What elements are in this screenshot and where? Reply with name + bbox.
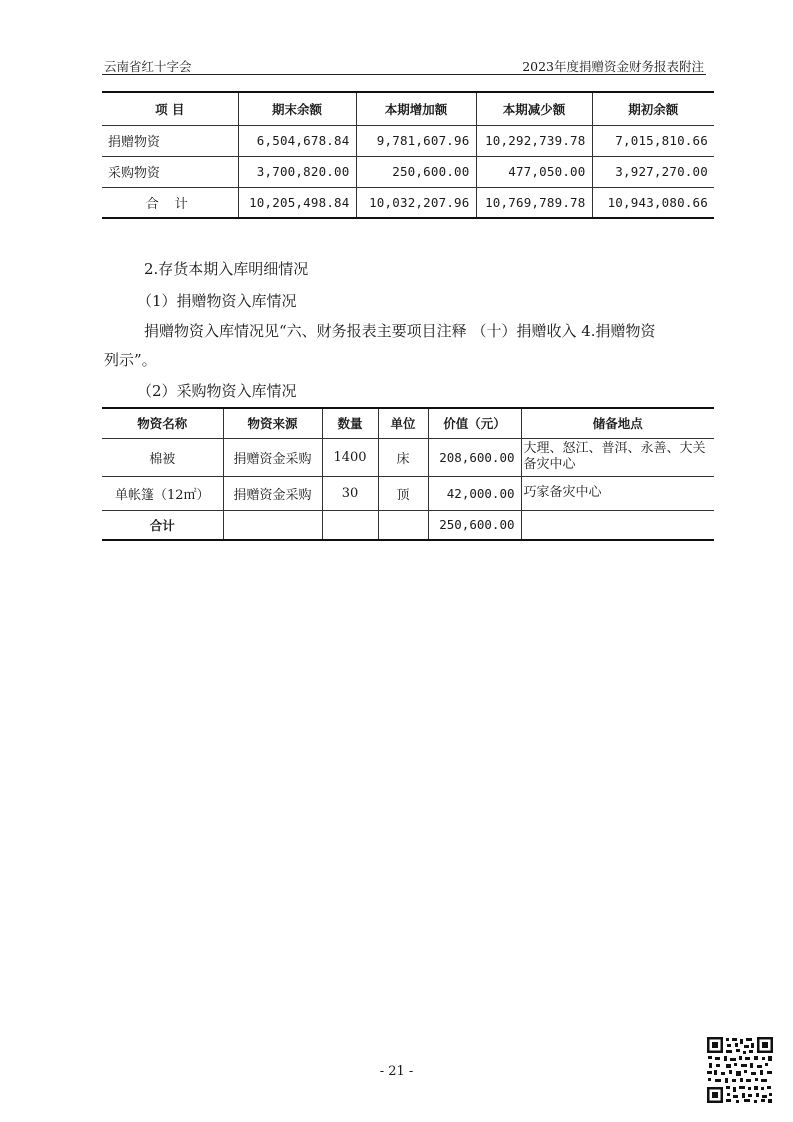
cell-value: 208,600.00 xyxy=(428,438,521,476)
cell-decrease: 477,050.00 xyxy=(476,156,592,187)
table-row xyxy=(102,156,714,187)
cell-unit: 床 xyxy=(378,438,428,476)
page-header xyxy=(102,56,706,75)
paragraph-line-1: 捐赠物资入库情况见“六、财务报表主要项目注释 （十）捐赠收入 4.捐赠物资 xyxy=(144,322,656,340)
cell-total-decrease: 10,769,789.78 xyxy=(476,187,592,218)
cell-source: 捐赠资金采购 xyxy=(223,438,322,476)
table-header-row xyxy=(102,92,714,125)
col-header-source: 物资来源 xyxy=(223,408,322,438)
col-header-item: 项 目 xyxy=(102,92,238,125)
header-doc-title: 2023年度捐赠资金财务报表附注 xyxy=(522,59,704,74)
cell-ending-balance: 3,700,820.00 xyxy=(238,156,356,187)
cell-decrease: 10,292,739.78 xyxy=(476,125,592,156)
inventory-balance-table xyxy=(102,91,714,219)
header-org: 云南省红十字会 xyxy=(104,59,192,74)
cell-total-storage-location xyxy=(521,510,714,540)
col-header-ending-balance: 期末余额 xyxy=(238,92,356,125)
col-header-decrease: 本期减少额 xyxy=(476,92,592,125)
table-total-row xyxy=(102,187,714,218)
cell-storage-location: 巧家备灾中心 xyxy=(521,476,714,510)
page-number: - 21 - xyxy=(379,1064,414,1079)
table-row xyxy=(102,125,714,156)
col-header-quantity: 数量 xyxy=(322,408,378,438)
cell-item: 捐赠物资 xyxy=(102,125,238,156)
cell-ending-balance: 6,504,678.84 xyxy=(238,125,356,156)
col-header-increase: 本期增加额 xyxy=(356,92,476,125)
cell-increase: 250,600.00 xyxy=(356,156,476,187)
col-header-unit: 单位 xyxy=(378,408,428,438)
cell-total-ending-balance: 10,205,498.84 xyxy=(238,187,356,218)
cell-source: 捐赠资金采购 xyxy=(223,476,322,510)
cell-storage-location: 大理、怒江、普洱、永善、大关备灾中心 xyxy=(521,438,714,476)
cell-material-name: 单帐篷（12㎡） xyxy=(102,476,223,510)
col-header-value: 价值（元） xyxy=(428,408,521,438)
qr-code-icon xyxy=(706,1036,774,1104)
cell-total-source xyxy=(223,510,322,540)
cell-total-label: 合计 xyxy=(102,510,223,540)
cell-unit: 顶 xyxy=(378,476,428,510)
cell-total-label: 合计 xyxy=(102,187,238,218)
col-header-material-name: 物资名称 xyxy=(102,408,223,438)
table-total-row xyxy=(102,510,714,540)
cell-total-value: 250,600.00 xyxy=(428,510,521,540)
cell-total-opening-balance: 10,943,080.66 xyxy=(592,187,714,218)
col-header-opening-balance: 期初余额 xyxy=(592,92,714,125)
subsection-heading-1: （1）捐赠物资入库情况 xyxy=(137,292,297,310)
paragraph-line-2: 列示”。 xyxy=(104,351,157,369)
subsection-heading-2: （2）采购物资入库情况 xyxy=(137,382,297,400)
cell-quantity: 1400 xyxy=(322,438,378,476)
table-row xyxy=(102,476,714,510)
table-row xyxy=(102,438,714,476)
table-header-row xyxy=(102,408,714,438)
cell-opening-balance: 7,015,810.66 xyxy=(592,125,714,156)
cell-quantity: 30 xyxy=(322,476,378,510)
cell-total-increase: 10,032,207.96 xyxy=(356,187,476,218)
cell-value: 42,000.00 xyxy=(428,476,521,510)
cell-opening-balance: 3,927,270.00 xyxy=(592,156,714,187)
col-header-storage-location: 储备地点 xyxy=(521,408,714,438)
cell-total-quantity xyxy=(322,510,378,540)
cell-total-unit xyxy=(378,510,428,540)
cell-material-name: 棉被 xyxy=(102,438,223,476)
cell-increase: 9,781,607.96 xyxy=(356,125,476,156)
section-heading: 2.存货本期入库明细情况 xyxy=(144,260,309,278)
purchased-supplies-table xyxy=(102,407,714,541)
cell-item: 采购物资 xyxy=(102,156,238,187)
